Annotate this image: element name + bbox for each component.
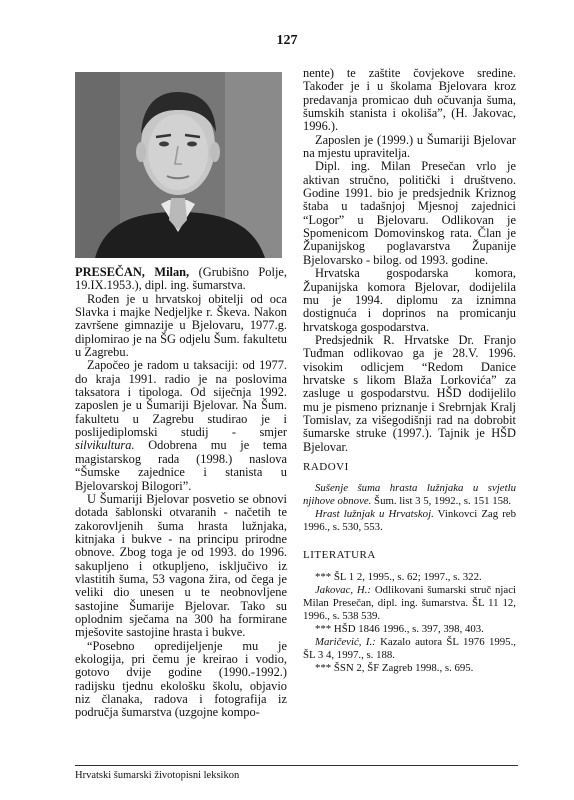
list-item: Maričević, I.: Kazalo autora ŠL 1976 1995., ŠL 3 4, 1997., s. 188. — [303, 635, 516, 661]
paragraph: Rođen je u hrvatskoj obitelji od oca Slavka i majke Nedjeljke r. Škeva. Nakon završene gimnazije u Bjelovaru, 1977.g. diplomirao je na ŠG odjelu Šum. fakultetu u Zagrebu. — [75, 291, 287, 360]
radovi-heading: RADOVI — [303, 460, 349, 473]
entry-name: PRESEČAN, Milan, — [75, 265, 190, 279]
footer-rule — [75, 765, 518, 766]
page-number: 127 — [276, 33, 298, 48]
list-item: *** ŠSN 2, ŠF Zagreb 1998., s. 695. — [315, 661, 474, 674]
portrait-photo — [75, 72, 282, 258]
paragraph: Dipl. ing. Milan Presečan vrlo je aktivan stručno, politički i društveno. Godine 1991. bio je predsjednik Kriznog štaba u tadašnjoj Mjesnoj zajednici “Logor” u Bjelovaru. Odlikovan je Spomenicom Domovinskog rata. Član je Županijskog poglavarstva Županije Bjelovarsko - bilog. od 1993. godine. — [303, 159, 516, 267]
list-item: Sušenje šuma hrasta lužnjaka u svjetlu njihove obnove. Šum. list 3 5, 1992., s. 151 158. — [303, 482, 516, 508]
paragraph: U Šumariji Bjelovar posvetio se obnovi dotada šablonski otvaranih - načetih te zakorovljenih šuma hrasta lužnjaka, kitnjaka i bukve - na principu prirodne obnove. Zbog toga je od 1993. do 1996. sakupljeno i otkupljeno, isključivo iz vlastitih šuma, 53 vagona žira, od čega je veliki dio unesen u te neobnovljene sastojine Šumarije Bjelovar. Tako su oplodnim sječama na 300 ha formirane mješovite sastojine hrasta i bukve. — [75, 491, 287, 640]
paragraph: “Posebno opredijeljenje mu je ekologija, pri čemu je kreirao i vodio, gotovo dvije godine (1990.-1992.) radijsku tjednu ekološku školu, objavio niz članaka, radova i fotografija iz područja šumarstva (uzgojne kompo- — [75, 638, 287, 720]
paragraph: nente) te zaštite čovjekove sredine. Također je i u školama Bjelovara kroz predavanja promicao duh očuvanja šuma, šumskih stanista i okoliša”, (H. Jakovac, 1996.). — [303, 66, 516, 134]
paragraph: Predsjednik R. Hrvatske Dr. Franjo Tuđman odlikovao ga je 28.V. 1996. visokim odlicjem “Redom Danice hrvatske s likom Blaža Lorkovića” za zasluge u gospodarstvu. HŠD dodijelilo mu je pismeno priznanje i Srebrnjak Kralj Tomislav, za višegodišnji rad na dobrobit šumarske struke (1997.). Tajnik je HŠD Bjelovar. — [303, 332, 516, 454]
radovi-list — [303, 482, 516, 534]
entry-intro: PRESEČAN, Milan, (Grubišno Polje, 19.IX.1953.), dipl. ing. šumarstva. — [75, 265, 287, 293]
list-item: Hrast lužnjak u Hrvatskoj. Vinkovci Zag reb 1996., s. 530, 553. — [303, 508, 516, 534]
list-item: Jakovac, H.: Odlikovani šumarski struč njaci Milan Presečan, dipl. ing. šumarstva. ŠL 11 12, 1996., s. 538 539. — [303, 583, 516, 622]
footer-title: Hrvatski šumarski životopisni leksikon — [75, 770, 240, 781]
paragraph: Zaposlen je (1999.) u Šumariji Bjelovar na mjestu upravitelja. — [303, 132, 516, 161]
list-item: *** HŠD 1846 1996., s. 397, 398, 403. — [315, 622, 484, 635]
literatura-heading: LITERATURA — [303, 549, 376, 562]
list-item: *** ŠL 1 2, 1995., s. 62; 1997., s. 322. — [315, 570, 482, 583]
paragraph: Započeo je radom u taksaciji: od 1977. do kraja 1991. radio je na poslovima taksatora i tipologa. Od siječnja 1992. zaposlen je u Šumariji Bjelovar. Na Šum. fakultetu u Zagrebu studirao je i poslijediplomski studij - smjer silvikultura. Odobrena mu je tema magistarskog rada (1998.) naslova “Šumske zajednice i stanista u Bjelovarskoj Bilogori”. — [75, 358, 287, 493]
left-column — [75, 266, 287, 720]
literatura-list — [303, 571, 516, 675]
paragraph: Hrvatska gospodarska komora, Županijska komora Bjelovar, dodijelila mu je 1994. diplomu za iznimna dostignuća i doprinos na promicanju hrvatskoga gospodarstva. — [303, 266, 516, 334]
right-column — [303, 67, 516, 675]
